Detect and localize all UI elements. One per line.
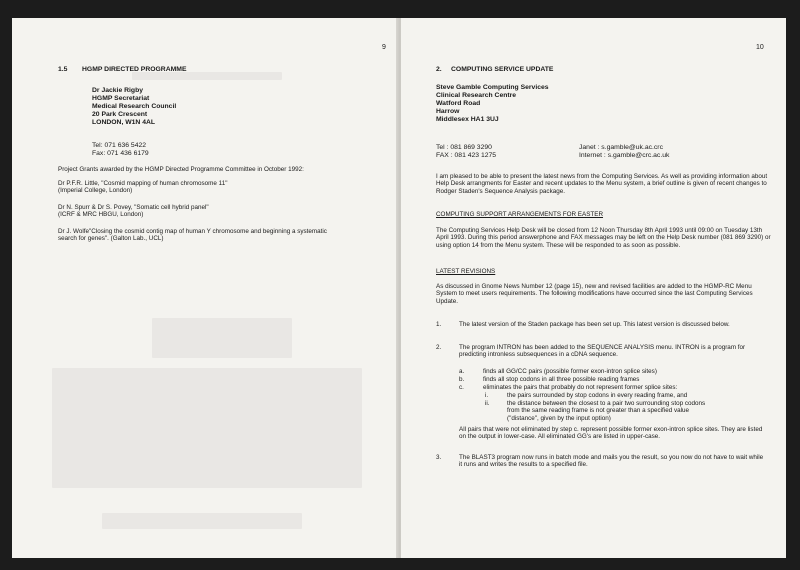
- sub-item-label: a.: [459, 368, 465, 375]
- easter-heading: COMPUTING SUPPORT ARRANGEMENTS FOR EASTER: [436, 211, 604, 218]
- sub-item-label: b.: [459, 376, 465, 383]
- section-title: COMPUTING SERVICE UPDATE: [451, 66, 554, 73]
- item-text: The program INTRON has been added to the SEQUENCE ANALYSIS menu. INTRON is a program for predicting intronless subsequences in a cDNA sequence.: [459, 344, 746, 359]
- right-page: [401, 18, 786, 558]
- item2-conclusion: All pairs that were not eliminated by step c. represent possible former exon-intron splice sites. They are listed on the output in lower-case. All eliminated GG's are listed in upper-case.: [459, 426, 763, 441]
- page-number: 9: [382, 44, 386, 51]
- grant-line: Dr P.F.R. Little, "Cosmid mapping of human chromosome 11": [58, 180, 228, 187]
- grant-entry: [58, 228, 327, 243]
- contact-line: LONDON, W1N 4AL: [92, 119, 156, 126]
- grant-line: (Imperial College, London): [58, 187, 133, 195]
- sub-item-label: c.: [459, 384, 464, 391]
- contact-line: Dr Jackie Rigby: [92, 87, 143, 94]
- phone-block: [92, 142, 149, 158]
- show-through: [102, 513, 302, 529]
- intro-paragraph: I am pleased to be able to present the latest news from the Computing Services. As well as providing information about Help Desk arrangments for Easter and recent updates to the Menu system, a brief outline is given of recent changes to Rodger Staden's Sequence Analysis package.: [436, 173, 768, 195]
- tel-line: Tel: 071 636 5422: [92, 142, 147, 149]
- section-number: 1.5: [58, 66, 68, 73]
- address-line: Watford Road: [436, 100, 481, 107]
- phone-block: [436, 144, 496, 160]
- item-number: 3.: [436, 454, 442, 461]
- left-page: [12, 18, 401, 558]
- revisions-paragraph: As discussed in Gnome News Number 12 (page 15), new and revised facilities are added to the HGMP-RC Menu System to meet users requirements. The following modifications have occurred since the last Computing Services Update.: [436, 283, 753, 305]
- grant-line: Dr N. Spurr & Dr S. Povey, "Somatic cell hybrid panel": [58, 204, 209, 211]
- section-number: 2.: [436, 66, 442, 73]
- janet-line: Janet : s.gamble@uk.ac.crc: [579, 144, 663, 151]
- sub-sub-item-text: the distance between the closest to a pair two surrounding stop codons from the same reading frame is not greater than a specified value ("distance", given by the input option): [507, 400, 706, 422]
- sub-item-text: eliminates the pairs that probably do not represent former splice sites:: [483, 384, 678, 391]
- contact-block: [92, 87, 176, 127]
- item-number: 1.: [436, 321, 442, 328]
- contact-line: 20 Park Crescent: [92, 111, 148, 118]
- sub-sub-item-text: the pairs surrounded by stop codons in every reading frame, and: [507, 392, 688, 399]
- revisions-heading: LATEST REVISIONS: [436, 268, 496, 275]
- address-block: [436, 84, 549, 124]
- section-title: HGMP DIRECTED PROGRAMME: [82, 66, 187, 73]
- grant-line: Dr J. Wolfe"Closing the cosmid contig map of human Y chromosome and beginning a systematic: [58, 228, 327, 235]
- internet-line: Internet : s.gamble@crc.ac.uk: [579, 152, 670, 159]
- contact-line: Medical Research Council: [92, 103, 177, 110]
- show-through: [52, 368, 362, 488]
- email-block: [579, 144, 669, 160]
- sub-item-text: finds all GG/CC pairs (possible former exon-intron splice sites): [483, 368, 657, 375]
- sub-sub-item-label: ii.: [485, 400, 490, 407]
- item-text: The BLAST3 program now runs in batch mode and mails you the result, so you now do not have to wait while it runs and writes the results to a specified file.: [459, 454, 764, 469]
- sub-item-text: finds all stop codons in all three possible reading frames: [483, 376, 640, 383]
- item-number: 2.: [436, 344, 442, 351]
- sub-sub-item-label: i.: [485, 392, 489, 399]
- show-through: [152, 318, 292, 358]
- grant-entry: [58, 204, 209, 219]
- grant-line: search for genes". (Galton Lab., UCL): [58, 235, 164, 243]
- easter-paragraph: The Computing Services Help Desk will be closed from 12 Noon Thursday 8th April 1993 until 09:00 on Tuesday 13th April 1993. During this period answerphone and FAX messages may be left on the Help Desk number (081 869 3290) or using option 14 from the Menu system. These will be responded to as soon as possible.: [436, 227, 771, 249]
- tel-line: Tel : 081 869 3290: [436, 144, 492, 151]
- contact-line: HGMP Secretariat: [92, 95, 150, 102]
- item-text: The latest version of the Staden package has been set up. This latest version is discussed below.: [459, 321, 730, 328]
- fax-line: FAX : 081 423 1275: [436, 152, 497, 159]
- address-line: Clinical Research Centre: [436, 92, 517, 99]
- fax-line: Fax: 071 436 6179: [92, 150, 149, 157]
- grant-entry: [58, 180, 227, 195]
- address-line: Middlesex HA1 3UJ: [436, 116, 499, 123]
- address-line: Steve Gamble Computing Services: [436, 84, 549, 91]
- address-line: Harrow: [436, 108, 460, 115]
- page-number: 10: [756, 44, 764, 51]
- grant-line: (ICRF & MRC HBGU, London): [58, 211, 144, 219]
- grants-intro: Project Grants awarded by the HGMP Directed Programme Committee in October 1992:: [58, 166, 304, 173]
